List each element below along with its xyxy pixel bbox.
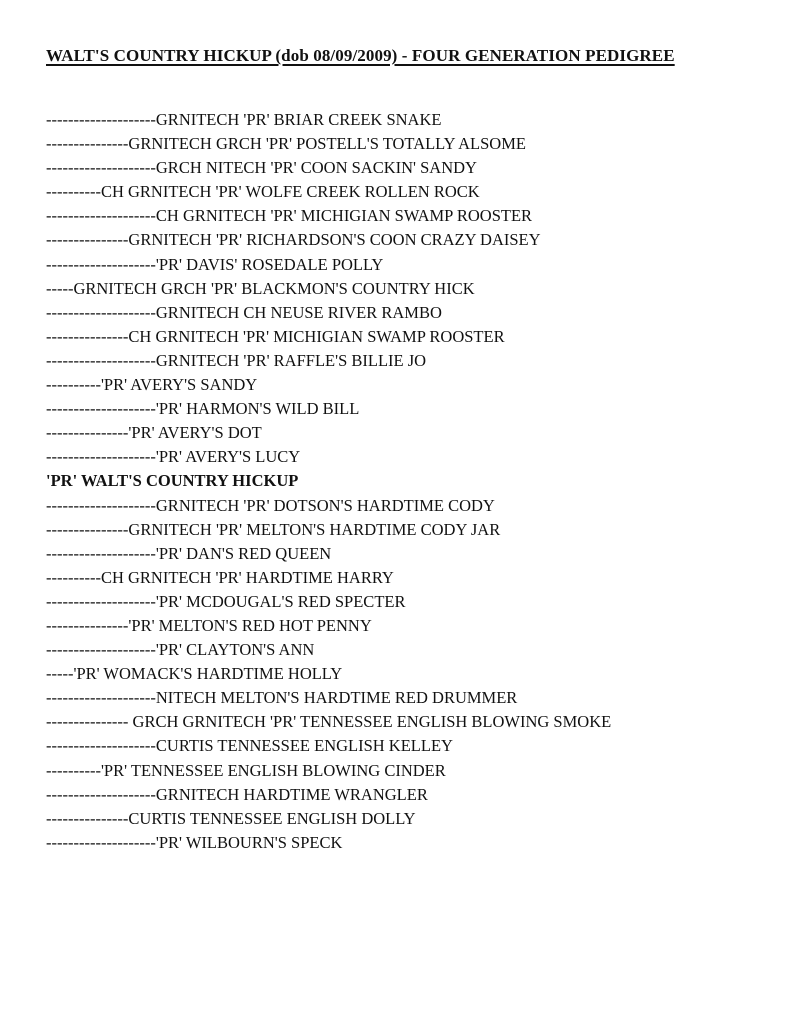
pedigree-line: --------------------'PR' HARMON'S WILD BILL [46,399,360,419]
pedigree-line: ----------'PR' TENNESSEE ENGLISH BLOWING CINDER [46,760,446,780]
pedigree-line: --------------------'PR' DAVIS' ROSEDALE POLLY [46,254,384,274]
pedigree-line: --------------- GRCH GRNITECH 'PR' TENNESSEE ENGLISH BLOWING SMOKE [46,712,612,732]
pedigree-list [46,108,611,855]
pedigree-line: ----------CH GRNITECH 'PR' WOLFE CREEK ROLLEN ROCK [46,182,480,202]
page-title: WALT'S COUNTRY HICKUP (dob 08/09/2009) - FOUR GENERATION PEDIGREE [46,46,675,65]
pedigree-line: --------------------'PR' MCDOUGAL'S RED SPECTER [46,591,406,611]
pedigree-line: --------------------'PR' DAN'S RED QUEEN [46,543,332,563]
pedigree-line: --------------------GRNITECH 'PR' RAFFLE'S BILLIE JO [46,350,427,370]
pedigree-line: ---------------GRNITECH 'PR' MELTON'S HARDTIME CODY JAR [46,519,501,539]
pedigree-line: --------------------NITECH MELTON'S HARDTIME RED DRUMMER [46,688,518,708]
pedigree-line: ---------------CURTIS TENNESSEE ENGLISH DOLLY [46,808,416,828]
pedigree-line: --------------------'PR' WILBOURN'S SPECK [46,832,343,852]
pedigree-line: ---------------'PR' MELTON'S RED HOT PENNY [46,615,372,635]
pedigree-line: ----------'PR' AVERY'S SANDY [46,375,258,395]
pedigree-line: ---------------GRNITECH GRCH 'PR' POSTELL'S TOTALLY ALSOME [46,134,526,154]
pedigree-line: --------------------GRCH NITECH 'PR' COON SACKIN' SANDY [46,158,477,178]
pedigree-line: --------------------'PR' AVERY'S LUCY [46,447,301,467]
pedigree-line: --------------------GRNITECH 'PR' BRIAR CREEK SNAKE [46,110,442,129]
pedigree-line: --------------------GRNITECH 'PR' DOTSON'S HARDTIME CODY [46,495,495,515]
pedigree-line: --------------------GRNITECH CH NEUSE RIVER RAMBO [46,302,442,322]
pedigree-line: -----GRNITECH GRCH 'PR' BLACKMON'S COUNTRY HICK [46,278,475,298]
pedigree-line: ---------------CH GRNITECH 'PR' MICHIGIAN SWAMP ROOSTER [46,326,505,346]
pedigree-line: --------------------'PR' CLAYTON'S ANN [46,640,315,660]
pedigree-line: ---------------GRNITECH 'PR' RICHARDSON'S COON CRAZY DAISEY [46,230,541,250]
pedigree-line: -----'PR' WOMACK'S HARDTIME HOLLY [46,664,343,684]
pedigree-line: ---------------'PR' AVERY'S DOT [46,423,262,443]
pedigree-line: ----------CH GRNITECH 'PR' HARDTIME HARRY [46,567,394,587]
pedigree-line: --------------------CH GRNITECH 'PR' MICHIGIAN SWAMP ROOSTER [46,206,533,226]
pedigree-subject: 'PR' WALT'S COUNTRY HICKUP [46,471,299,491]
pedigree-line: --------------------CURTIS TENNESSEE ENGLISH KELLEY [46,736,453,756]
pedigree-line: --------------------GRNITECH HARDTIME WRANGLER [46,784,428,804]
